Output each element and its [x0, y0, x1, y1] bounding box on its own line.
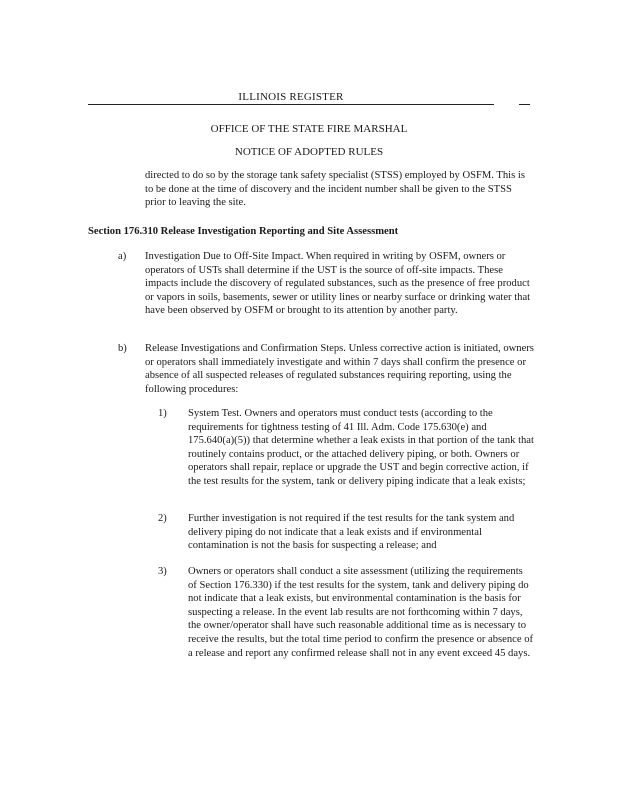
subsection-b-text: Release Investigations and Confirmation Steps. Unless corrective action is initiated, owners or operators shall immediately investigate and within 7 days shall confirm the presence or absence of all suspected releases of regulated substances requiring reporting, using the following procedures: [145, 343, 534, 395]
continuation-paragraph: directed to do so by the storage tank safety specialist (STSS) employed by OSFM. This is to be done at the time of discovery and the incident number shall be given to the STSS prior to leaving the site. [145, 170, 525, 209]
item-2-marker: 2) [158, 513, 167, 524]
item-3-marker: 3) [158, 566, 167, 577]
agency-title: OFFICE OF THE STATE FIRE MARSHAL [210, 123, 408, 135]
subsection-a-text: Investigation Due to Off-Site Impact. When required in writing by OSFM, owners or operators of USTs shall determine if the UST is the source of off-site impacts. These impacts include the discovery of regulated substances, such as the presence of free product or vapors in soils, basements, sewer or utility lines or nearby surface or drinking water that have been observed by OSFM or brought to its attention by another party. [145, 251, 531, 317]
notice-type: NOTICE OF ADOPTED RULES [234, 146, 384, 158]
item-1-text: System Test. Owners and operators must conduct tests (according to the requirements for tightness testing of 41 Ill. Adm. Code 175.630(e) and 175.640(a)(5)) that determine whether a leak exists in that portion of the tank that routinely contains product, or the attached delivery piping, or both. Owners or operators shall repair, replace or upgrade the UST and begin corrective action, if the test results for the system, tank or delivery piping indicate that a leak exists; [188, 408, 534, 487]
item-1-marker: 1) [158, 408, 167, 419]
subsection-b-marker: b) [118, 343, 127, 354]
subsection-a-marker: a) [118, 251, 127, 262]
item-2-text: Further investigation is not required if the test results for the tank system and delivery piping do not indicate that a leak exists and if environmental contamination is not the basis for suspecting a release; and [188, 513, 515, 552]
item-3-text: Owners or operators shall conduct a site assessment (utilizing the requirements of Section 176.330) if the test results for the system, tank and delivery piping do not indicate that a leak exists, but environmental contamination is the basis for suspecting a release. In the event lab results are not forthcoming within 7 days, the owner/operator shall have such reasonable additional time as is necessary to receive the results, but the total time period to confirm the presence or absence of a release and report any confirmed release shall not in any event exceed 45 days. [188, 566, 534, 659]
header-rule-page-number [519, 104, 530, 105]
register-title: ILLINOIS REGISTER [238, 91, 344, 103]
header-rule [88, 104, 494, 105]
section-heading: Section 176.310 Release Investigation Reporting and Site Assessment [88, 226, 399, 237]
